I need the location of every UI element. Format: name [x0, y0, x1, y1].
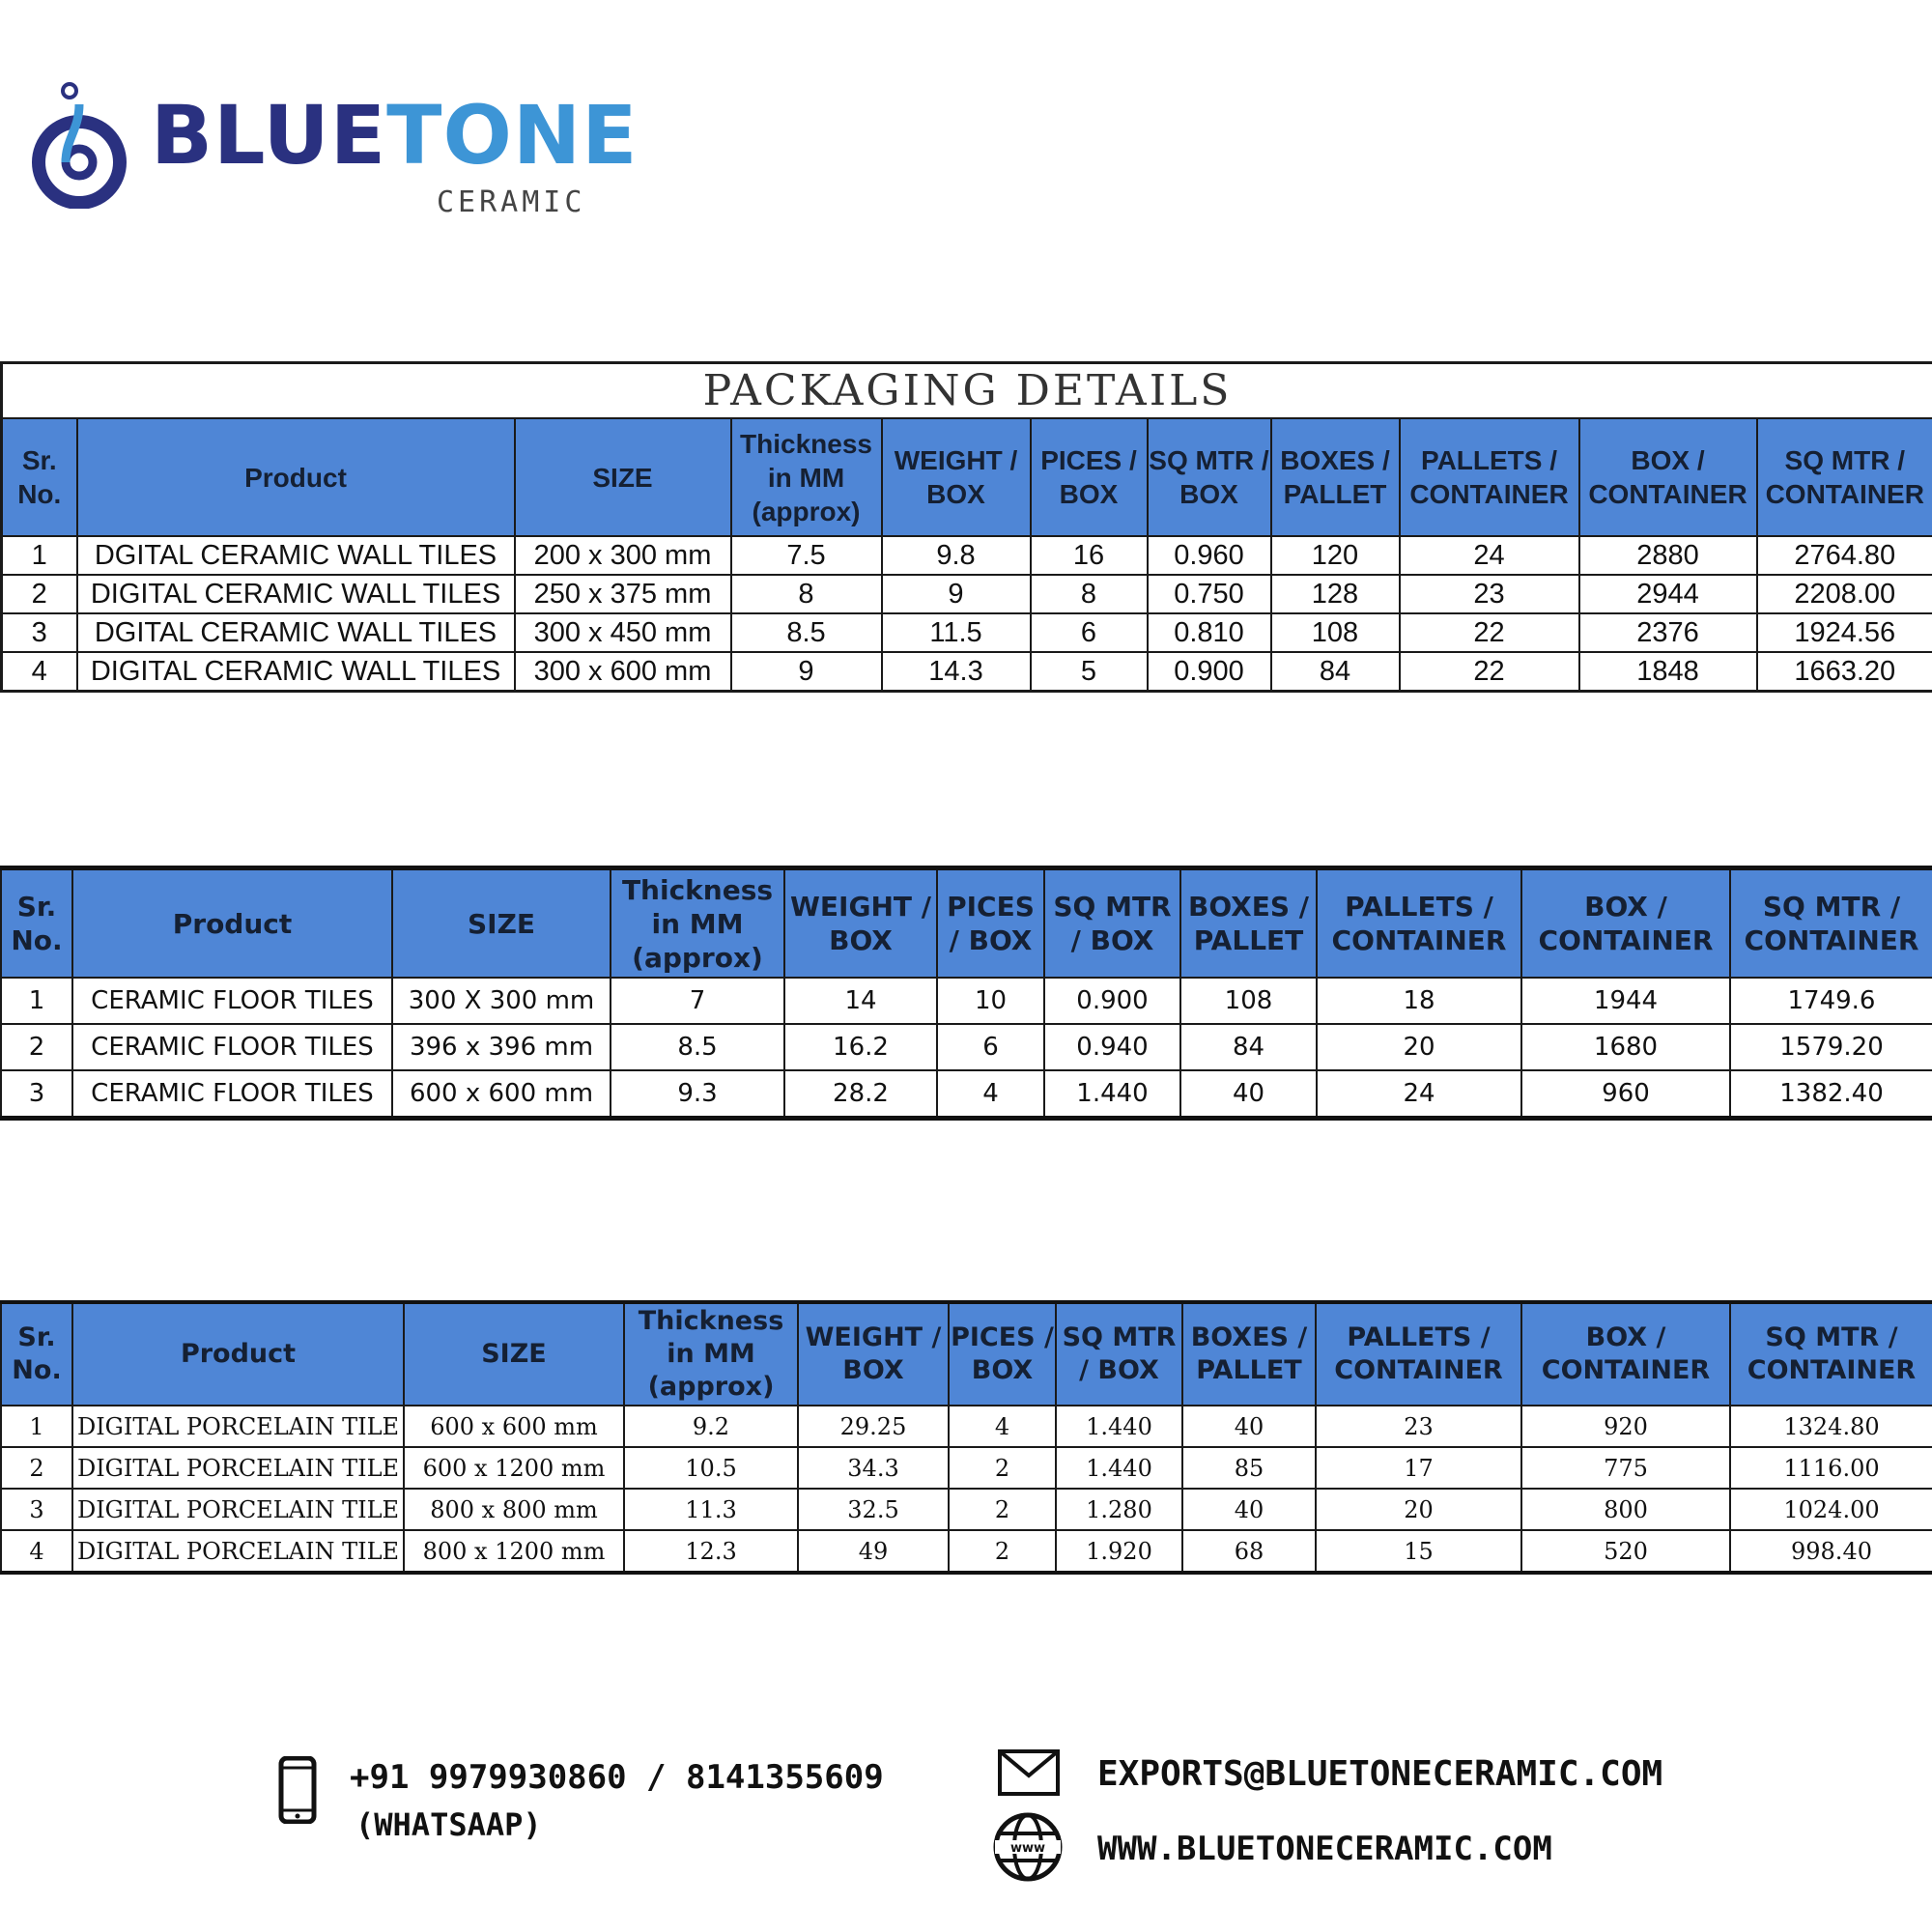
table-cell: 1680 [1521, 1024, 1730, 1070]
column-header: BOX / CONTAINER [1521, 868, 1730, 979]
table-cell: 10.5 [624, 1447, 798, 1489]
column-header: SQ MTR / CONTAINER [1757, 418, 1932, 536]
table-cell: 4 [937, 1070, 1044, 1119]
table-cell: 9 [882, 575, 1031, 613]
table-cell: 11.3 [624, 1489, 798, 1530]
column-header: Product [72, 868, 392, 979]
table-row [2, 536, 1932, 575]
column-header: PICES / BOX [949, 1302, 1056, 1406]
column-header: PALLETS / CONTAINER [1317, 868, 1521, 979]
table-cell: 998.40 [1730, 1530, 1932, 1573]
table-cell: 200 x 300 mm [515, 536, 731, 575]
brand-logo [27, 81, 639, 219]
column-header: Sr. No. [2, 418, 77, 536]
table-cell: 40 [1182, 1406, 1316, 1447]
table-cell: 1.440 [1044, 1070, 1180, 1119]
table-row [1, 978, 1932, 1024]
table-cell: 2 [2, 575, 77, 613]
table-cell: 300 X 300 mm [392, 978, 611, 1024]
table-cell: 9.3 [611, 1070, 784, 1119]
table-cell: 8.5 [611, 1024, 784, 1070]
column-header: Product [77, 418, 515, 536]
table-row [1, 1024, 1932, 1070]
column-header: SIZE [515, 418, 731, 536]
column-header: SIZE [392, 868, 611, 979]
product-cell: CERAMIC FLOOR TILES [72, 1070, 392, 1119]
table-cell: 7.5 [731, 536, 882, 575]
column-header: Product [72, 1302, 404, 1406]
table-cell: 22 [1400, 652, 1579, 692]
table-cell: 1024.00 [1730, 1489, 1932, 1530]
table-cell: 32.5 [798, 1489, 949, 1530]
wall-tiles-table [0, 361, 1932, 693]
table-cell: 520 [1521, 1530, 1730, 1573]
table-cell: 800 [1521, 1489, 1730, 1530]
table-cell: 2 [949, 1530, 1056, 1573]
table-cell: 12.3 [624, 1530, 798, 1573]
table-cell: 2 [949, 1489, 1056, 1530]
column-header: PALLETS / CONTAINER [1400, 418, 1579, 536]
table-cell: 2 [1, 1024, 72, 1070]
table-row [1, 1070, 1932, 1119]
table-cell: 1382.40 [1730, 1070, 1932, 1119]
contact-footer [0, 1729, 1932, 1922]
table-cell: 2880 [1579, 536, 1757, 575]
table-cell: 16.2 [784, 1024, 937, 1070]
table-cell: 11.5 [882, 613, 1031, 652]
table-cell: 6 [1031, 613, 1148, 652]
table-cell: 1 [1, 978, 72, 1024]
table-cell: 1 [2, 536, 77, 575]
column-header: Sr. No. [1, 868, 72, 979]
table-cell: 0.810 [1148, 613, 1271, 652]
table-cell: 1663.20 [1757, 652, 1932, 692]
globe-icon [991, 1810, 1065, 1884]
table-cell: 300 x 600 mm [515, 652, 731, 692]
column-header: WEIGHT / BOX [882, 418, 1031, 536]
table-cell: 0.960 [1148, 536, 1271, 575]
table-cell: 0.750 [1148, 575, 1271, 613]
column-header: Thickness in MM (approx) [611, 868, 784, 979]
email-link[interactable]: EXPORTS@BLUETONECERAMIC.COM [1097, 1754, 1663, 1794]
column-header: SQ MTR / BOX [1056, 1302, 1182, 1406]
table-cell: 68 [1182, 1530, 1316, 1573]
table-cell: 1944 [1521, 978, 1730, 1024]
column-header: BOXES / PALLET [1271, 418, 1400, 536]
table-cell: 24 [1317, 1070, 1521, 1119]
table-row [2, 652, 1932, 692]
table-cell: 5 [1031, 652, 1148, 692]
table-cell: 14.3 [882, 652, 1031, 692]
table-cell: 600 x 600 mm [404, 1406, 624, 1447]
column-header: SQ MTR / BOX [1044, 868, 1180, 979]
table-cell: 2208.00 [1757, 575, 1932, 613]
table-cell: 2376 [1579, 613, 1757, 652]
column-header: SIZE [404, 1302, 624, 1406]
table-cell: 3 [1, 1489, 72, 1530]
table-row [1, 1406, 1932, 1447]
table-cell: 23 [1400, 575, 1579, 613]
table-cell: 128 [1271, 575, 1400, 613]
table-cell: 34.3 [798, 1447, 949, 1489]
table-cell: 9.2 [624, 1406, 798, 1447]
column-header: BOX / CONTAINER [1521, 1302, 1730, 1406]
product-cell: DIGITAL CERAMIC WALL TILES [77, 575, 515, 613]
table-cell: 84 [1180, 1024, 1317, 1070]
table-cell: 120 [1271, 536, 1400, 575]
table-cell: 108 [1271, 613, 1400, 652]
table-cell: 2944 [1579, 575, 1757, 613]
table-cell: 960 [1521, 1070, 1730, 1119]
column-header: PICES / BOX [1031, 418, 1148, 536]
table-cell: 1.440 [1056, 1406, 1182, 1447]
table-cell: 9.8 [882, 536, 1031, 575]
table-cell: 300 x 450 mm [515, 613, 731, 652]
table-cell: 0.900 [1044, 978, 1180, 1024]
table-cell: 85 [1182, 1447, 1316, 1489]
product-cell: CERAMIC FLOOR TILES [72, 978, 392, 1024]
table-cell: 0.900 [1148, 652, 1271, 692]
logo-mark-icon [27, 81, 133, 209]
table-cell: 4 [949, 1406, 1056, 1447]
table-cell: 16 [1031, 536, 1148, 575]
table-cell: 7 [611, 978, 784, 1024]
product-cell: DIGITAL CERAMIC WALL TILES [77, 652, 515, 692]
column-header: WEIGHT / BOX [798, 1302, 949, 1406]
table-cell: 20 [1316, 1489, 1521, 1530]
table-cell: 775 [1521, 1447, 1730, 1489]
table-cell: 1116.00 [1730, 1447, 1932, 1489]
table-cell: 600 x 1200 mm [404, 1447, 624, 1489]
porcelain-tiles-table [0, 1300, 1932, 1575]
table-cell: 8 [731, 575, 882, 613]
product-cell: DGITAL CERAMIC WALL TILES [77, 536, 515, 575]
column-header: SQ MTR / CONTAINER [1730, 1302, 1932, 1406]
table-cell: 800 x 800 mm [404, 1489, 624, 1530]
column-header: SQ MTR / CONTAINER [1730, 868, 1932, 979]
table-cell: 1924.56 [1757, 613, 1932, 652]
table-cell: 22 [1400, 613, 1579, 652]
logo-word-blue: BLUE [151, 88, 387, 183]
product-cell: CERAMIC FLOOR TILES [72, 1024, 392, 1070]
logo-word-tone: TONE [386, 88, 639, 183]
column-header: PICES / BOX [937, 868, 1044, 979]
column-header: BOXES / PALLET [1182, 1302, 1316, 1406]
column-header: SQ MTR / BOX [1148, 418, 1271, 536]
product-cell: DIGITAL PORCELAIN TILE [72, 1489, 404, 1530]
table-header-row [2, 418, 1932, 536]
table-cell: 2764.80 [1757, 536, 1932, 575]
table-row [1, 1447, 1932, 1489]
floor-tiles-table [0, 866, 1932, 1121]
logo-wordmark [151, 88, 639, 183]
product-cell: DGITAL CERAMIC WALL TILES [77, 613, 515, 652]
table-cell: 250 x 375 mm [515, 575, 731, 613]
table-cell: 15 [1316, 1530, 1521, 1573]
product-cell: DIGITAL PORCELAIN TILE [72, 1530, 404, 1573]
table-header-row [1, 1302, 1932, 1406]
table-cell: 14 [784, 978, 937, 1024]
table-cell: 10 [937, 978, 1044, 1024]
column-header: PALLETS / CONTAINER [1316, 1302, 1521, 1406]
table-cell: 1579.20 [1730, 1024, 1932, 1070]
whatsapp-label: (WHATSAAP) [355, 1806, 542, 1843]
table-row [1, 1530, 1932, 1573]
column-header: Thickness in MM (approx) [624, 1302, 798, 1406]
table-cell: 1.920 [1056, 1530, 1182, 1573]
table-cell: 1 [1, 1406, 72, 1447]
column-header: BOX / CONTAINER [1579, 418, 1757, 536]
table-cell: 2 [1, 1447, 72, 1489]
table-cell: 1.280 [1056, 1489, 1182, 1530]
table-row [1, 1489, 1932, 1530]
table-cell: 108 [1180, 978, 1317, 1024]
phone-numbers[interactable]: +91 9979930860 / 8141355609 [350, 1758, 884, 1797]
table-cell: 20 [1317, 1024, 1521, 1070]
table-cell: 28.2 [784, 1070, 937, 1119]
website-link[interactable]: WWW.BLUETONECERAMIC.COM [1097, 1830, 1552, 1868]
table-cell: 8.5 [731, 613, 882, 652]
table-cell: 2 [949, 1447, 1056, 1489]
table-row [2, 575, 1932, 613]
table-cell: 600 x 600 mm [392, 1070, 611, 1119]
table-cell: 24 [1400, 536, 1579, 575]
table-cell: 9 [731, 652, 882, 692]
table-cell: 4 [2, 652, 77, 692]
column-header: Thickness in MM (approx) [731, 418, 882, 536]
table-cell: 49 [798, 1530, 949, 1573]
table-cell: 18 [1317, 978, 1521, 1024]
product-cell: DIGITAL PORCELAIN TILE [72, 1447, 404, 1489]
column-header: BOXES / PALLET [1180, 868, 1317, 979]
column-header: Sr. No. [1, 1302, 72, 1406]
table-cell: 1324.80 [1730, 1406, 1932, 1447]
table-cell: 40 [1180, 1070, 1317, 1119]
table-cell: 40 [1182, 1489, 1316, 1530]
table-cell: 3 [1, 1070, 72, 1119]
table-cell: 396 x 396 mm [392, 1024, 611, 1070]
table-cell: 1749.6 [1730, 978, 1932, 1024]
page-title: PACKAGING DETAILS [2, 363, 1932, 419]
table-cell: 29.25 [798, 1406, 949, 1447]
column-header: WEIGHT / BOX [784, 868, 937, 979]
product-cell: DIGITAL PORCELAIN TILE [72, 1406, 404, 1447]
table-cell: 3 [2, 613, 77, 652]
table-cell: 84 [1271, 652, 1400, 692]
table-cell: 8 [1031, 575, 1148, 613]
phone-icon [278, 1756, 317, 1824]
logo-subtitle: CERAMIC [437, 185, 586, 219]
mail-icon [997, 1748, 1061, 1797]
table-header-row [1, 868, 1932, 979]
table-cell: 800 x 1200 mm [404, 1530, 624, 1573]
svg-text:www: www [1009, 1841, 1046, 1856]
table-cell: 4 [1, 1530, 72, 1573]
table-cell: 1.440 [1056, 1447, 1182, 1489]
table-cell: 0.940 [1044, 1024, 1180, 1070]
table-row [2, 613, 1932, 652]
table-cell: 17 [1316, 1447, 1521, 1489]
table-cell: 23 [1316, 1406, 1521, 1447]
table-cell: 1848 [1579, 652, 1757, 692]
table-cell: 920 [1521, 1406, 1730, 1447]
table-cell: 6 [937, 1024, 1044, 1070]
